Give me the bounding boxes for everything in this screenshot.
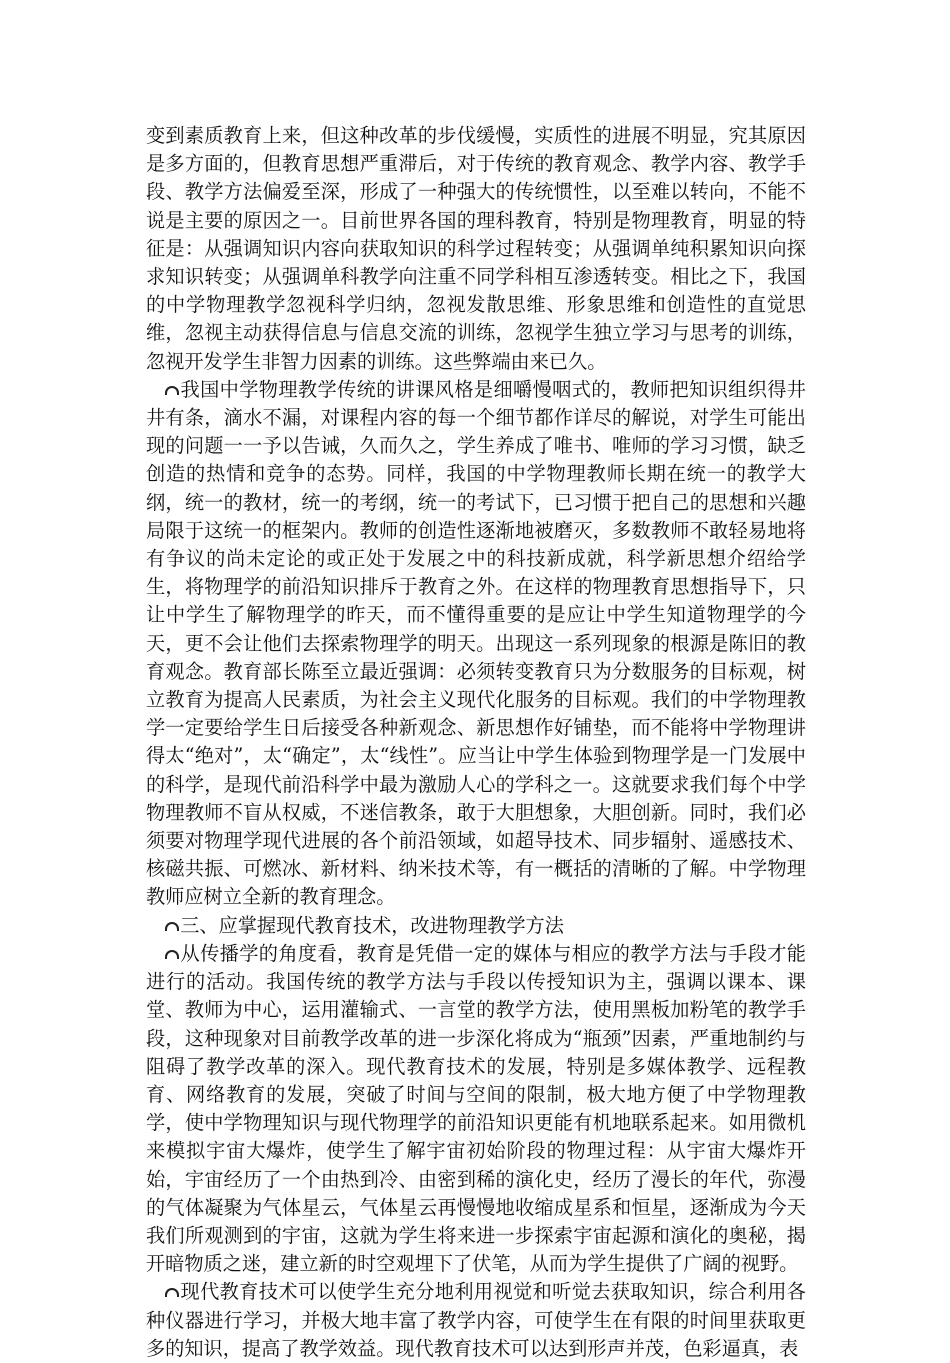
- paragraph-3-text: 从传播学的角度看，教育是凭借一定的媒体与相应的教学方法与手段才能进行的活动。我国传统的教学方法与手段以传授知识为主，强调以课本、课堂、教师为中心，运用灌输式、一言堂的教学方法，使用黑板加粉笔的教学手段，这种现象对目前教学改革的进一步深化将成为“瓶颈”因素，严重地制约与阻碍了教学改革的深入。现代教育技术的发展，特别是多媒体教学、远程教育、网络教育的发展，突破了时间与空间的限制，极大地方便了中学物理教学，使中学物理知识与现代物理学的前沿知识更能有机地联系起来。如用微机来模拟宇宙大爆炸，使学生了解宇宙初始阶段的物理过程：从宇宙大爆炸开始，宇宙经历了一个由热到冷、由密到稀的演化史，经历了漫长的年代，弥漫的气体凝聚为气体星云，气体星云再慢慢地收缩成星系和恒星，逐渐成为今天我们所观测到的宇宙，这就为学生将来进一步探索宇宙起源和演化的奥秘，揭开暗物质之迷，建立新的时空观埋下了伏笔，从而为学生提供了广阔的视野。: [146, 941, 806, 1276]
- paragraph-mark-icon: [165, 922, 179, 931]
- paragraph-3: [146, 940, 806, 1278]
- paragraph-mark-icon: [165, 1288, 179, 1297]
- paragraph-mark-icon: [165, 386, 179, 395]
- section-heading-text: 三、应掌握现代教育技术，改进物理教学方法: [180, 913, 564, 937]
- paragraph-4: [146, 1278, 806, 1363]
- paragraph-2-text: 我国中学物理教学传统的讲课风格是细嚼慢咽式的，教师把知识组织得井井有条，滴水不漏，对课程内容的每一个细节都作详尽的解说，对学生可能出现的问题一一予以告诫，久而久之，学生养成了唯书、唯师的学习习惯，缺乏创造的热情和竞争的态势。同样，我国的中学物理教师长期在统一的教学大纲，统一的教材，统一的考纲，统一的考试下，已习惯于把自己的思想和兴趣局限于这统一的框架内。教师的创造性逐渐地被磨灭，多数教师不敢轻易地将有争议的尚未定论的或正处于发展之中的科技新成就，科学新思想介绍给学生，将物理学的前沿知识排斥于教育之外。在这样的物理教育思想指导下，只让中学生了解物理学的昨天，而不懂得重要的是应让中学生知道物理学的今天，更不会让他们去探索物理学的明天。出现这一系列现象的根源是陈旧的教育观念。教育部长陈至立最近强调：必须转变教育只为分数服务的目标观，树立教育为提高人民素质，为社会主义现代化服务的目标观。我们的中学物理教学一定要给学生日后接受各种新观念、新思想作好铺垫，而不能将中学物理讲得太“绝对”，太“确定”，太“线性”。应当让中学生体验到物理学是一门发展中的科学，是现代前沿科学中最为激励人心的学科之一。这就要求我们每个中学物理教师不盲从权威，不迷信教条，敢于大胆想象，大胆创新。同时，我们必须要对物理学现代进展的各个前沿领域，如超导技术、同步辐射、遥感技术、核磁共振、可燃冰、新材料、纳米技术等，有一概括的清晰的了解。中学物理教师应树立全新的教育理念。: [146, 377, 806, 909]
- paragraph-1-text: 变到素质教育上来，但这种改革的步伐缓慢，实质性的进展不明显，究其原因是多方面的，但教育思想严重滞后，对于传统的教育观念、教学内容、教学手段、教学方法偏爱至深，形成了一种强大的传统惯性，以至难以转向，不能不说是主要的原因之一。目前世界各国的理科教育，特别是物理教育，明显的特征是：从强调知识内容向获取知识的科学过程转变；从强调单纯积累知识向探求知识转变；从强调单科教学向注重不同学科相互渗透转变。相比之下，我国的中学物理教学忽视科学归纳，忽视发散思维、形象思维和创造性的直觉思维，忽视主动获得信息与信息交流的训练，忽视学生独立学习与思考的训练，忽视开发学生非智力因素的训练。这些弊端由来已久。: [146, 124, 806, 373]
- paragraph-mark-icon: [165, 950, 179, 959]
- paragraph-1: [146, 122, 806, 376]
- section-heading: [146, 912, 806, 940]
- paragraph-2: [146, 376, 806, 912]
- document-body: [146, 122, 806, 1363]
- paragraph-4-text: 现代教育技术可以使学生充分地利用视觉和听觉去获取知识，综合利用各种仪器进行学习，并极大地丰富了教学内容，可使学生在有限的时间里获取更多的知识，提高了教学效益。现代教育技术可以达到形声并茂，色彩逼真，表: [146, 1280, 806, 1360]
